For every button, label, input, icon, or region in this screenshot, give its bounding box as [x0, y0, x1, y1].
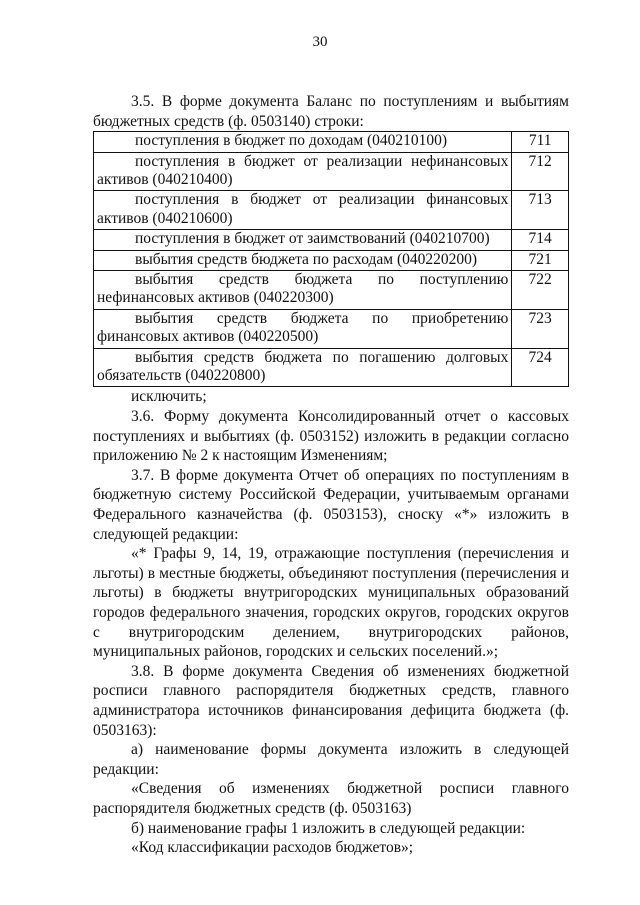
- page-number: 30: [312, 34, 328, 50]
- table-row: [94, 152, 569, 191]
- section-3-6: 3.6. Форму документа Консолидированный отчет о кассовых поступлениях и выбытиях (ф. 0503152) изложить в редакции согласно приложению № 2 к настоящим Изменениям;: [93, 408, 569, 465]
- balance-rows-table: [93, 131, 569, 387]
- table-row: [94, 309, 569, 348]
- section-3-8-b: б) наименование графы 1 изложить в следующей редакции:: [131, 819, 526, 837]
- table-row: [94, 250, 569, 270]
- row-code: 714: [512, 230, 569, 250]
- table-row: [94, 271, 569, 310]
- exclude-text: исключить;: [131, 388, 207, 406]
- row-code: 724: [512, 348, 569, 387]
- table-row: [94, 191, 569, 230]
- row-description: поступления в бюджет по доходам (040210100): [94, 132, 512, 152]
- section-3-5-intro: 3.5. В форме документа Баланс по поступлениям и выбытиям бюджетных средств (ф. 0503140) строки:: [93, 93, 569, 130]
- row-description: поступления в бюджет от реализации нефинансовых активов (040210400): [94, 152, 512, 191]
- row-description: выбытия средств бюджета по расходам (040220200): [94, 250, 512, 270]
- row-description: выбытия средств бюджета по погашению долговых обязательств (040220800): [94, 348, 512, 387]
- row-description: поступления в бюджет от заимствований (040210700): [94, 230, 512, 250]
- section-3-8-b-quote: «Код классификации расходов бюджетов»;: [131, 839, 414, 857]
- table-row: [94, 132, 569, 152]
- section-3-8-a-quote: «Сведения об изменениях бюджетной росписи главного распорядителя бюджетных средств (ф. 0503163): [93, 780, 569, 817]
- row-code: 722: [512, 271, 569, 310]
- section-3-7-footnote-quote: «* Графы 9, 14, 19, отражающие поступления (перечисления и льготы) в местные бюджеты, объединяют поступления (перечисления и льготы) в бюджеты внутригородских муниципальных образований городов федерального значения, городских округов, городских округов с внутригородским делением, внутригородских районов, муниципальных районов, городских и сельских поселений.»;: [93, 545, 569, 661]
- table-row: [94, 230, 569, 250]
- section-3-8: 3.8. В форме документа Сведения об изменениях бюджетной росписи главного распорядителя бюджетных средств, главного администратора источников финансирования дефицита бюджета (ф. 0503163):: [93, 662, 569, 739]
- row-description: поступления в бюджет от реализации финансовых активов (040210600): [94, 191, 512, 230]
- row-code: 723: [512, 309, 569, 348]
- row-code: 721: [512, 250, 569, 270]
- row-code: 712: [512, 152, 569, 191]
- row-description: выбытия средств бюджета по приобретению финансовых активов (040220500): [94, 309, 512, 348]
- row-description: выбытия средств бюджета по поступлению нефинансовых активов (040220300): [94, 271, 512, 310]
- row-code: 713: [512, 191, 569, 230]
- table-row: [94, 348, 569, 387]
- document-body: [93, 92, 569, 858]
- section-3-7: 3.7. В форме документа Отчет об операциях по поступлениям в бюджетную систему Российской Федерации, учитываемым органами Федерального казначейства (ф. 0503153), сноску «*» изложить в следующей редакции:: [93, 466, 569, 543]
- section-3-8-a: а) наименование формы документа изложить в следующей редакции:: [93, 741, 569, 778]
- row-code: 711: [512, 132, 569, 152]
